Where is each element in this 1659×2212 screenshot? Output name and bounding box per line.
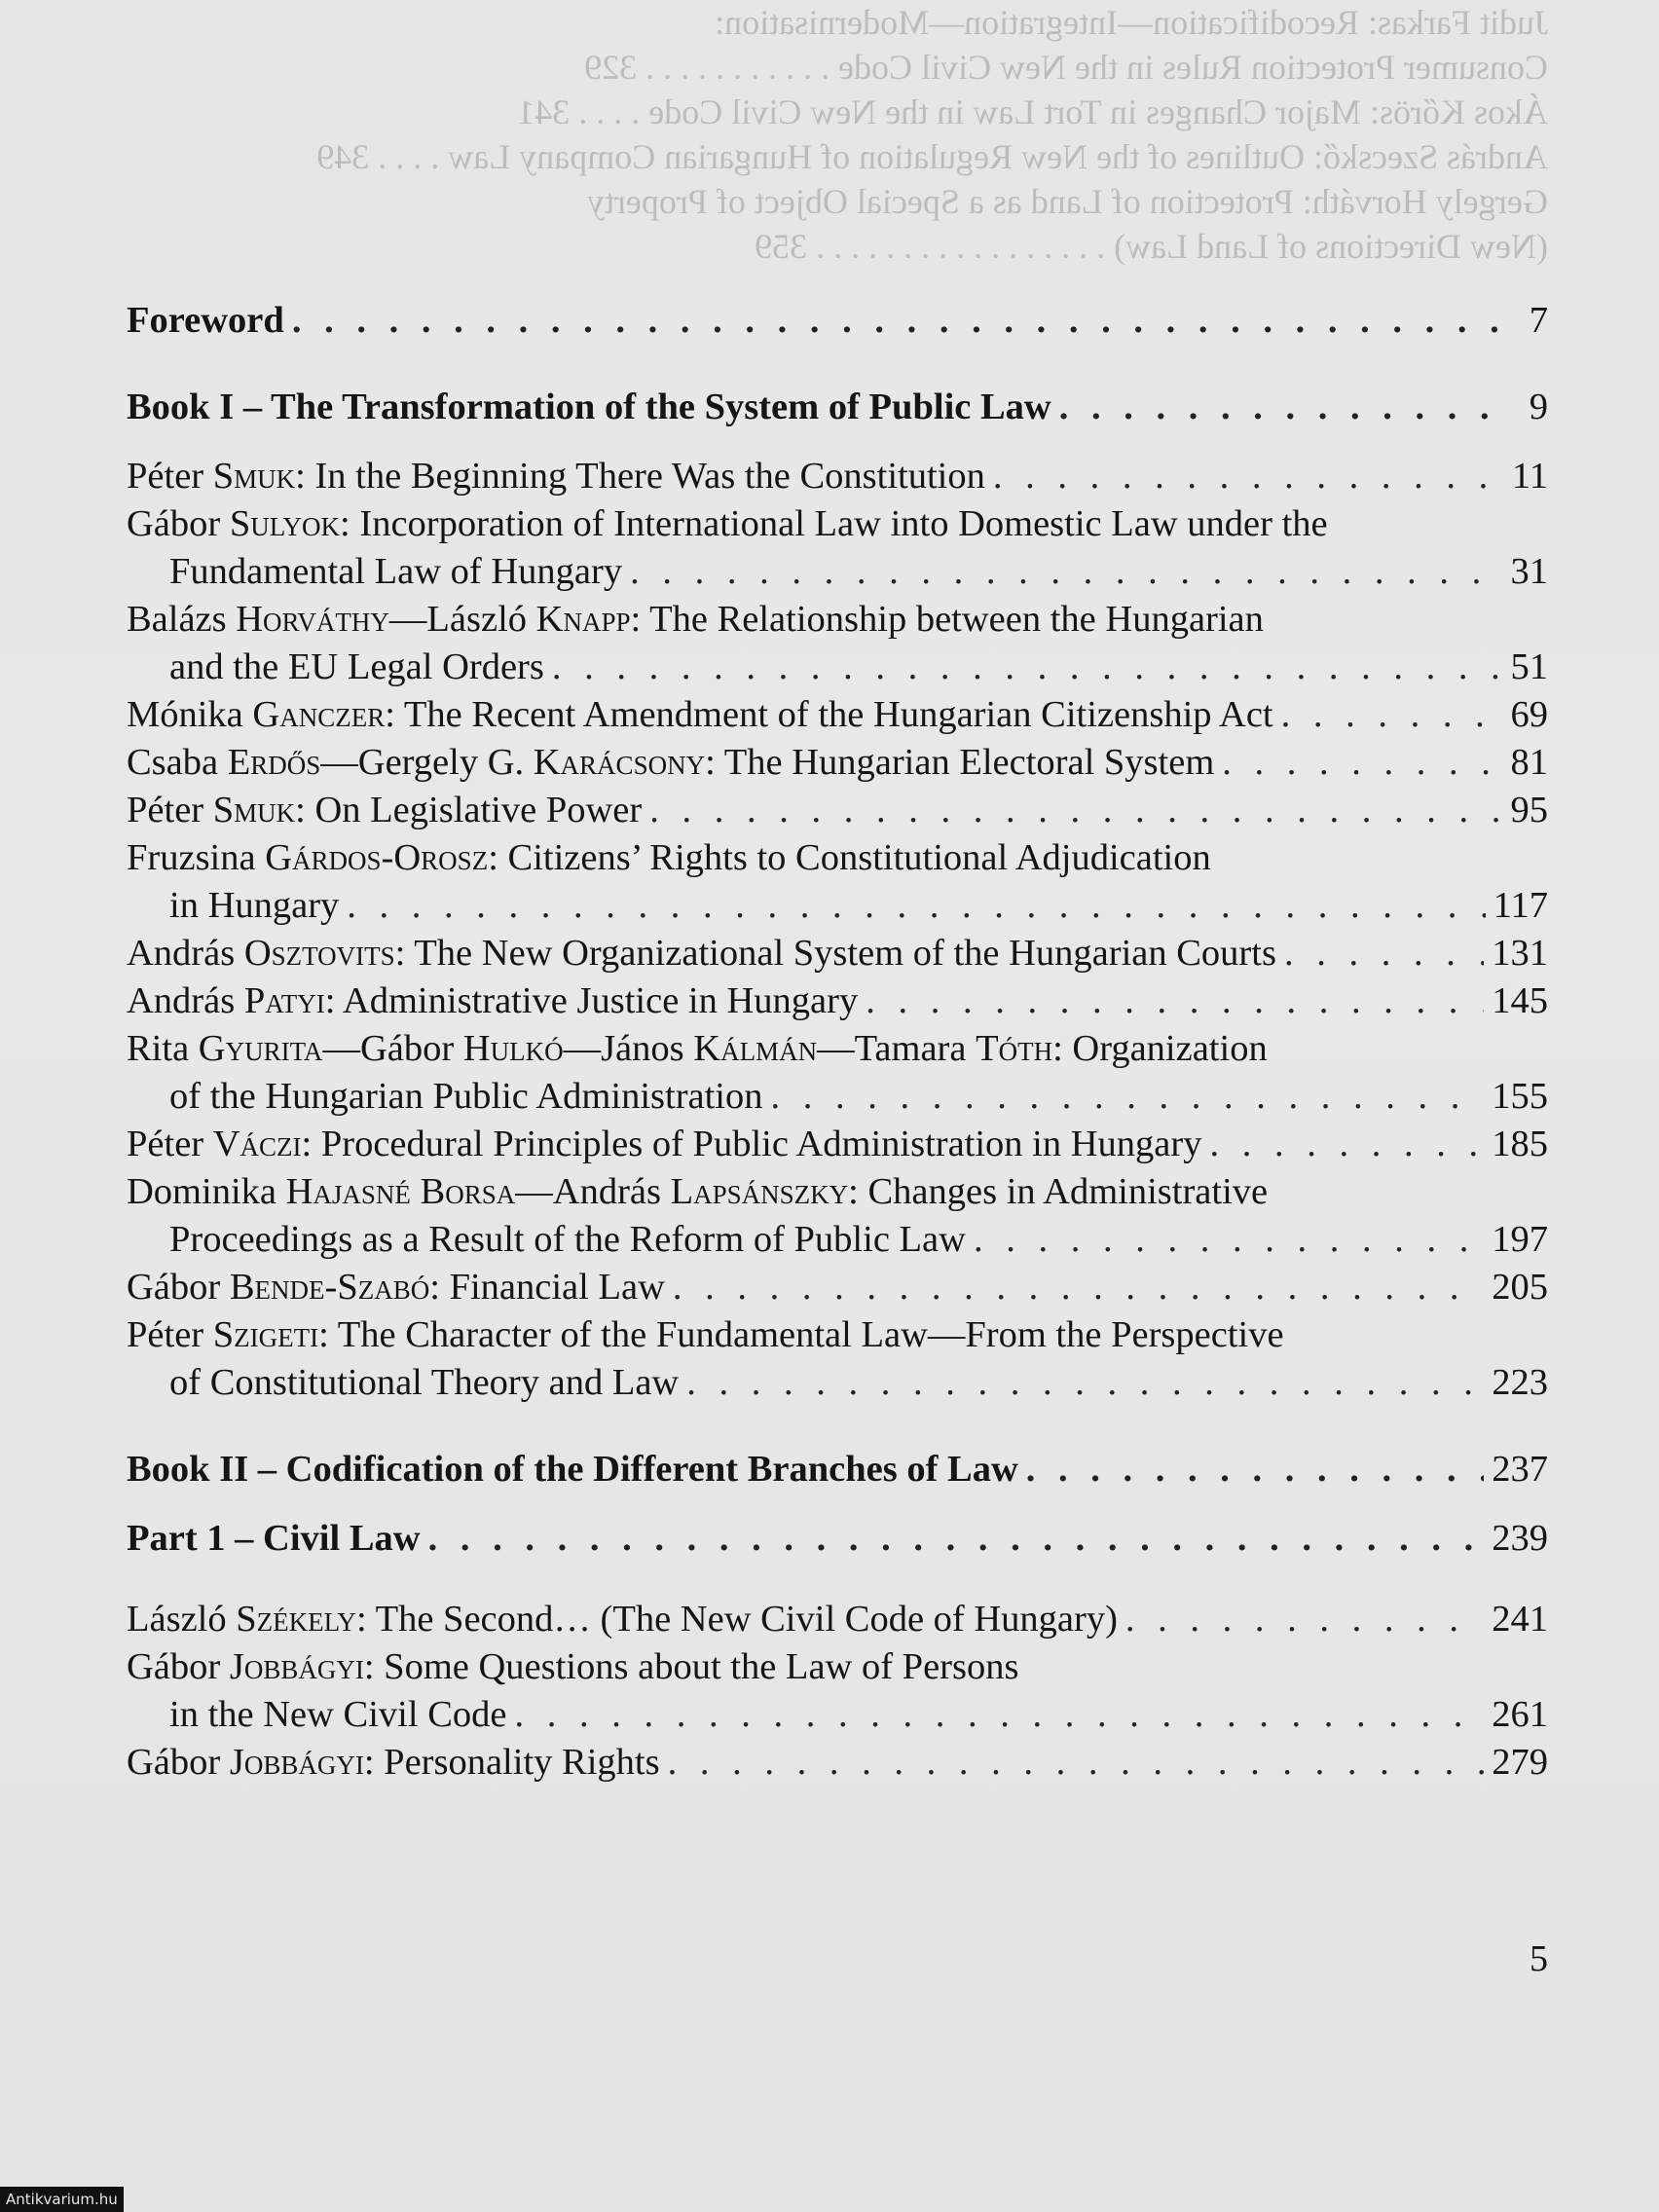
author-surname: Smuk [212,456,296,497]
toc-entry [127,739,1548,787]
author-surname: Knapp [535,599,631,640]
entry-title-cont: of Constitutional Theory and Law [169,1362,680,1403]
author-surname: Váczi [212,1124,302,1164]
ghost-line: Consumer Protection Rules in the New Civil Code . . . . . . . . . . . 329 [584,48,1548,87]
toc-page: 51 [1510,646,1548,687]
author-first: Péter [127,456,204,497]
toc-page: 69 [1510,694,1548,735]
toc-entry [127,1264,1548,1311]
author-surname: Hajasné Borsa [285,1171,516,1212]
ghost-line: Gergely Horváth: Protection of Land as a Special Object of Property [586,182,1548,221]
entry-title-cont: in the New Civil Code [169,1694,507,1735]
author-surname: Gárdos-Orosz [265,837,489,878]
entry-title: : Procedural Principles of Public Administration in Hungary [301,1124,1202,1164]
toc-page: 223 [1492,1362,1548,1403]
toc-title: Foreword [127,300,284,341]
toc-entry [127,787,1548,834]
entry-title: : The Relationship between the Hungarian [630,599,1264,640]
leader-dots [347,882,1485,930]
author-surname: Erdős [227,742,321,783]
leader-dots [552,644,1501,691]
leader-dots [686,1359,1484,1407]
author-first: Dominika [127,1171,276,1212]
leader-dots [1125,1596,1484,1643]
entry-title: : The Character of the Fundamental Law—From the Perspective [318,1314,1284,1355]
leader-dots [514,1691,1484,1739]
toc-page: 81 [1510,742,1548,783]
author-first: Gábor [127,1267,221,1308]
toc-entry-book1 [127,384,1548,431]
entry-title: : Administrative Justice in Hungary [324,980,859,1021]
entry-title-cont: and the EU Legal Orders [169,646,544,687]
ghost-line: (New Directions of Land Law) . . . . . . . . . . . . . . . . . 359 [755,227,1548,266]
toc-page: 131 [1492,933,1548,974]
watermark: Antikvarium.hu [0,2187,124,2212]
leader-dots [1209,1121,1484,1168]
toc-entry [127,977,1548,1025]
leader-dots [649,787,1501,834]
author-first: Gábor [127,1742,221,1783]
leader-dots [771,1073,1485,1121]
leader-dots [668,1739,1485,1787]
author-surname: Gyurita [198,1028,323,1069]
toc-entry-foreword [127,297,1548,345]
toc-page: 31 [1510,551,1548,592]
entry-title: : The Recent Amendment of the Hungarian Citizenship Act [385,694,1273,735]
toc-page: 9 [1529,387,1548,427]
toc-entry [127,834,1548,930]
entry-title: : On Legislative Power [295,790,643,830]
author-surname: Lapsánszky [670,1171,849,1212]
entry-title-cont: of the Hungarian Public Administration [169,1076,763,1117]
entry-title: : Some Questions about the Law of Persons [363,1646,1019,1687]
toc-page: 237 [1492,1449,1548,1490]
toc-entry [127,1025,1548,1121]
author-first: Mónika [127,694,243,735]
author-surname: Kálmán [693,1028,818,1069]
toc-entry-book2 [127,1446,1548,1493]
toc-page: 205 [1492,1267,1548,1308]
toc-entry [127,691,1548,739]
toc-title: Book II – Codification of the Different Branches of Law [127,1449,1018,1490]
leader-dots [292,297,1501,345]
entry-title: : Organization [1052,1028,1268,1069]
toc-page: 11 [1511,456,1548,497]
leader-dots [673,1264,1484,1311]
toc-entry [127,1643,1548,1739]
author-first: Gábor [127,503,221,544]
leader-dots [1059,384,1501,431]
entry-title: : The Second… (The New Civil Code of Hungary) [355,1599,1118,1640]
leader-dots [1222,739,1501,787]
author-separator: —János [563,1028,694,1069]
entry-title: : Changes in Administrative [848,1171,1269,1212]
leader-dots [1281,691,1501,739]
author-first: Péter [127,1124,204,1164]
leader-dots [993,453,1501,500]
author-surname: Ganczer [252,694,386,735]
page-number: 5 [1530,1938,1548,1979]
author-first: Gábor [127,1646,221,1687]
author-surname: Karácsony [533,742,706,783]
toc-page: 7 [1529,300,1548,341]
author-first: Rita [127,1028,190,1069]
leader-dots [1284,930,1484,977]
entry-title: : Citizens’ Rights to Constitutional Adjudication [488,837,1211,878]
table-of-contents [127,297,1548,1787]
author-first: Péter [127,790,204,830]
toc-entry [127,596,1548,691]
author-surname: Jobbágyi [229,1742,364,1783]
author-surname: Jobbágyi [229,1646,364,1687]
entry-title: : Incorporation of International Law into Domestic Law under the [340,503,1328,544]
author-separator: —Gábor [322,1028,463,1069]
entry-title: : The New Organizational System of the Hungarian Courts [394,933,1276,974]
toc-entry [127,1596,1548,1643]
author-surname: Sulyok [229,503,341,544]
entry-title-cont: in Hungary [169,885,340,926]
toc-page: 185 [1492,1124,1548,1164]
author-separator: —László [388,599,536,640]
leader-dots [974,1216,1484,1264]
toc-title: Part 1 – Civil Law [127,1518,421,1559]
toc-page: 279 [1492,1742,1548,1783]
toc-entry [127,453,1548,500]
toc-page: 95 [1510,790,1548,830]
author-surname: Smuk [212,790,296,830]
ghost-line: Ákos Kőrös: Major Changes in Tort Law in the New Civil Code . . . . 341 [517,92,1548,131]
author-first: Balázs [127,599,227,640]
leader-dots [1026,1446,1484,1493]
author-first: László [127,1599,227,1640]
author-first: Péter [127,1314,204,1355]
toc-entry [127,1168,1548,1264]
author-surname: Székely [236,1599,356,1640]
author-surname: Szigeti [212,1314,319,1355]
toc-page: 239 [1492,1518,1548,1559]
ghost-line: András Szecskő: Outlines of the New Regulation of Hungarian Company Law . . . . 349 [316,137,1548,176]
toc-entry [127,500,1548,596]
entry-title: : The Hungarian Electoral System [705,742,1215,783]
toc-page: 145 [1492,980,1548,1021]
author-first: András [127,933,236,974]
entry-title-cont: Proceedings as a Result of the Reform of Public Law [169,1219,966,1260]
author-surname: Patyi [243,980,325,1021]
toc-title: Book I – The Transformation of the System of Public Law [127,387,1051,427]
author-surname: Bende-Szabó [229,1267,430,1308]
ghost-line: Judit Farkas: Recodification—Integration—Modernisation: [715,3,1548,42]
author-first: Fruzsina [127,837,256,878]
entry-title: : Financial Law [429,1267,665,1308]
toc-page: 155 [1492,1076,1548,1117]
toc-page: 197 [1492,1219,1548,1260]
author-separator: —Gergely G. [320,742,534,783]
entry-title-cont: Fundamental Law of Hungary [169,551,623,592]
author-surname: Hulkó [462,1028,564,1069]
author-surname: Osztovits [243,933,395,974]
toc-entry [127,930,1548,977]
toc-page: 261 [1492,1694,1548,1735]
toc-entry [127,1121,1548,1168]
leader-dots [428,1515,1485,1563]
toc-entry [127,1739,1548,1787]
author-separator: —Tamara [817,1028,977,1069]
author-surname: Tóth [976,1028,1053,1069]
entry-title: : Personality Rights [363,1742,660,1783]
author-first: András [127,980,236,1021]
entry-title: : In the Beginning There Was the Constitution [295,456,985,497]
author-first: Csaba [127,742,219,783]
toc-entry [127,1311,1548,1407]
leader-dots [866,977,1484,1025]
leader-dots [630,548,1501,596]
toc-page: 117 [1493,885,1548,926]
toc-entry-part1 [127,1515,1548,1563]
toc-page: 241 [1492,1599,1548,1640]
author-surname: Horváthy [236,599,389,640]
author-separator: —András [515,1171,671,1212]
bleed-through-text [127,0,1548,269]
